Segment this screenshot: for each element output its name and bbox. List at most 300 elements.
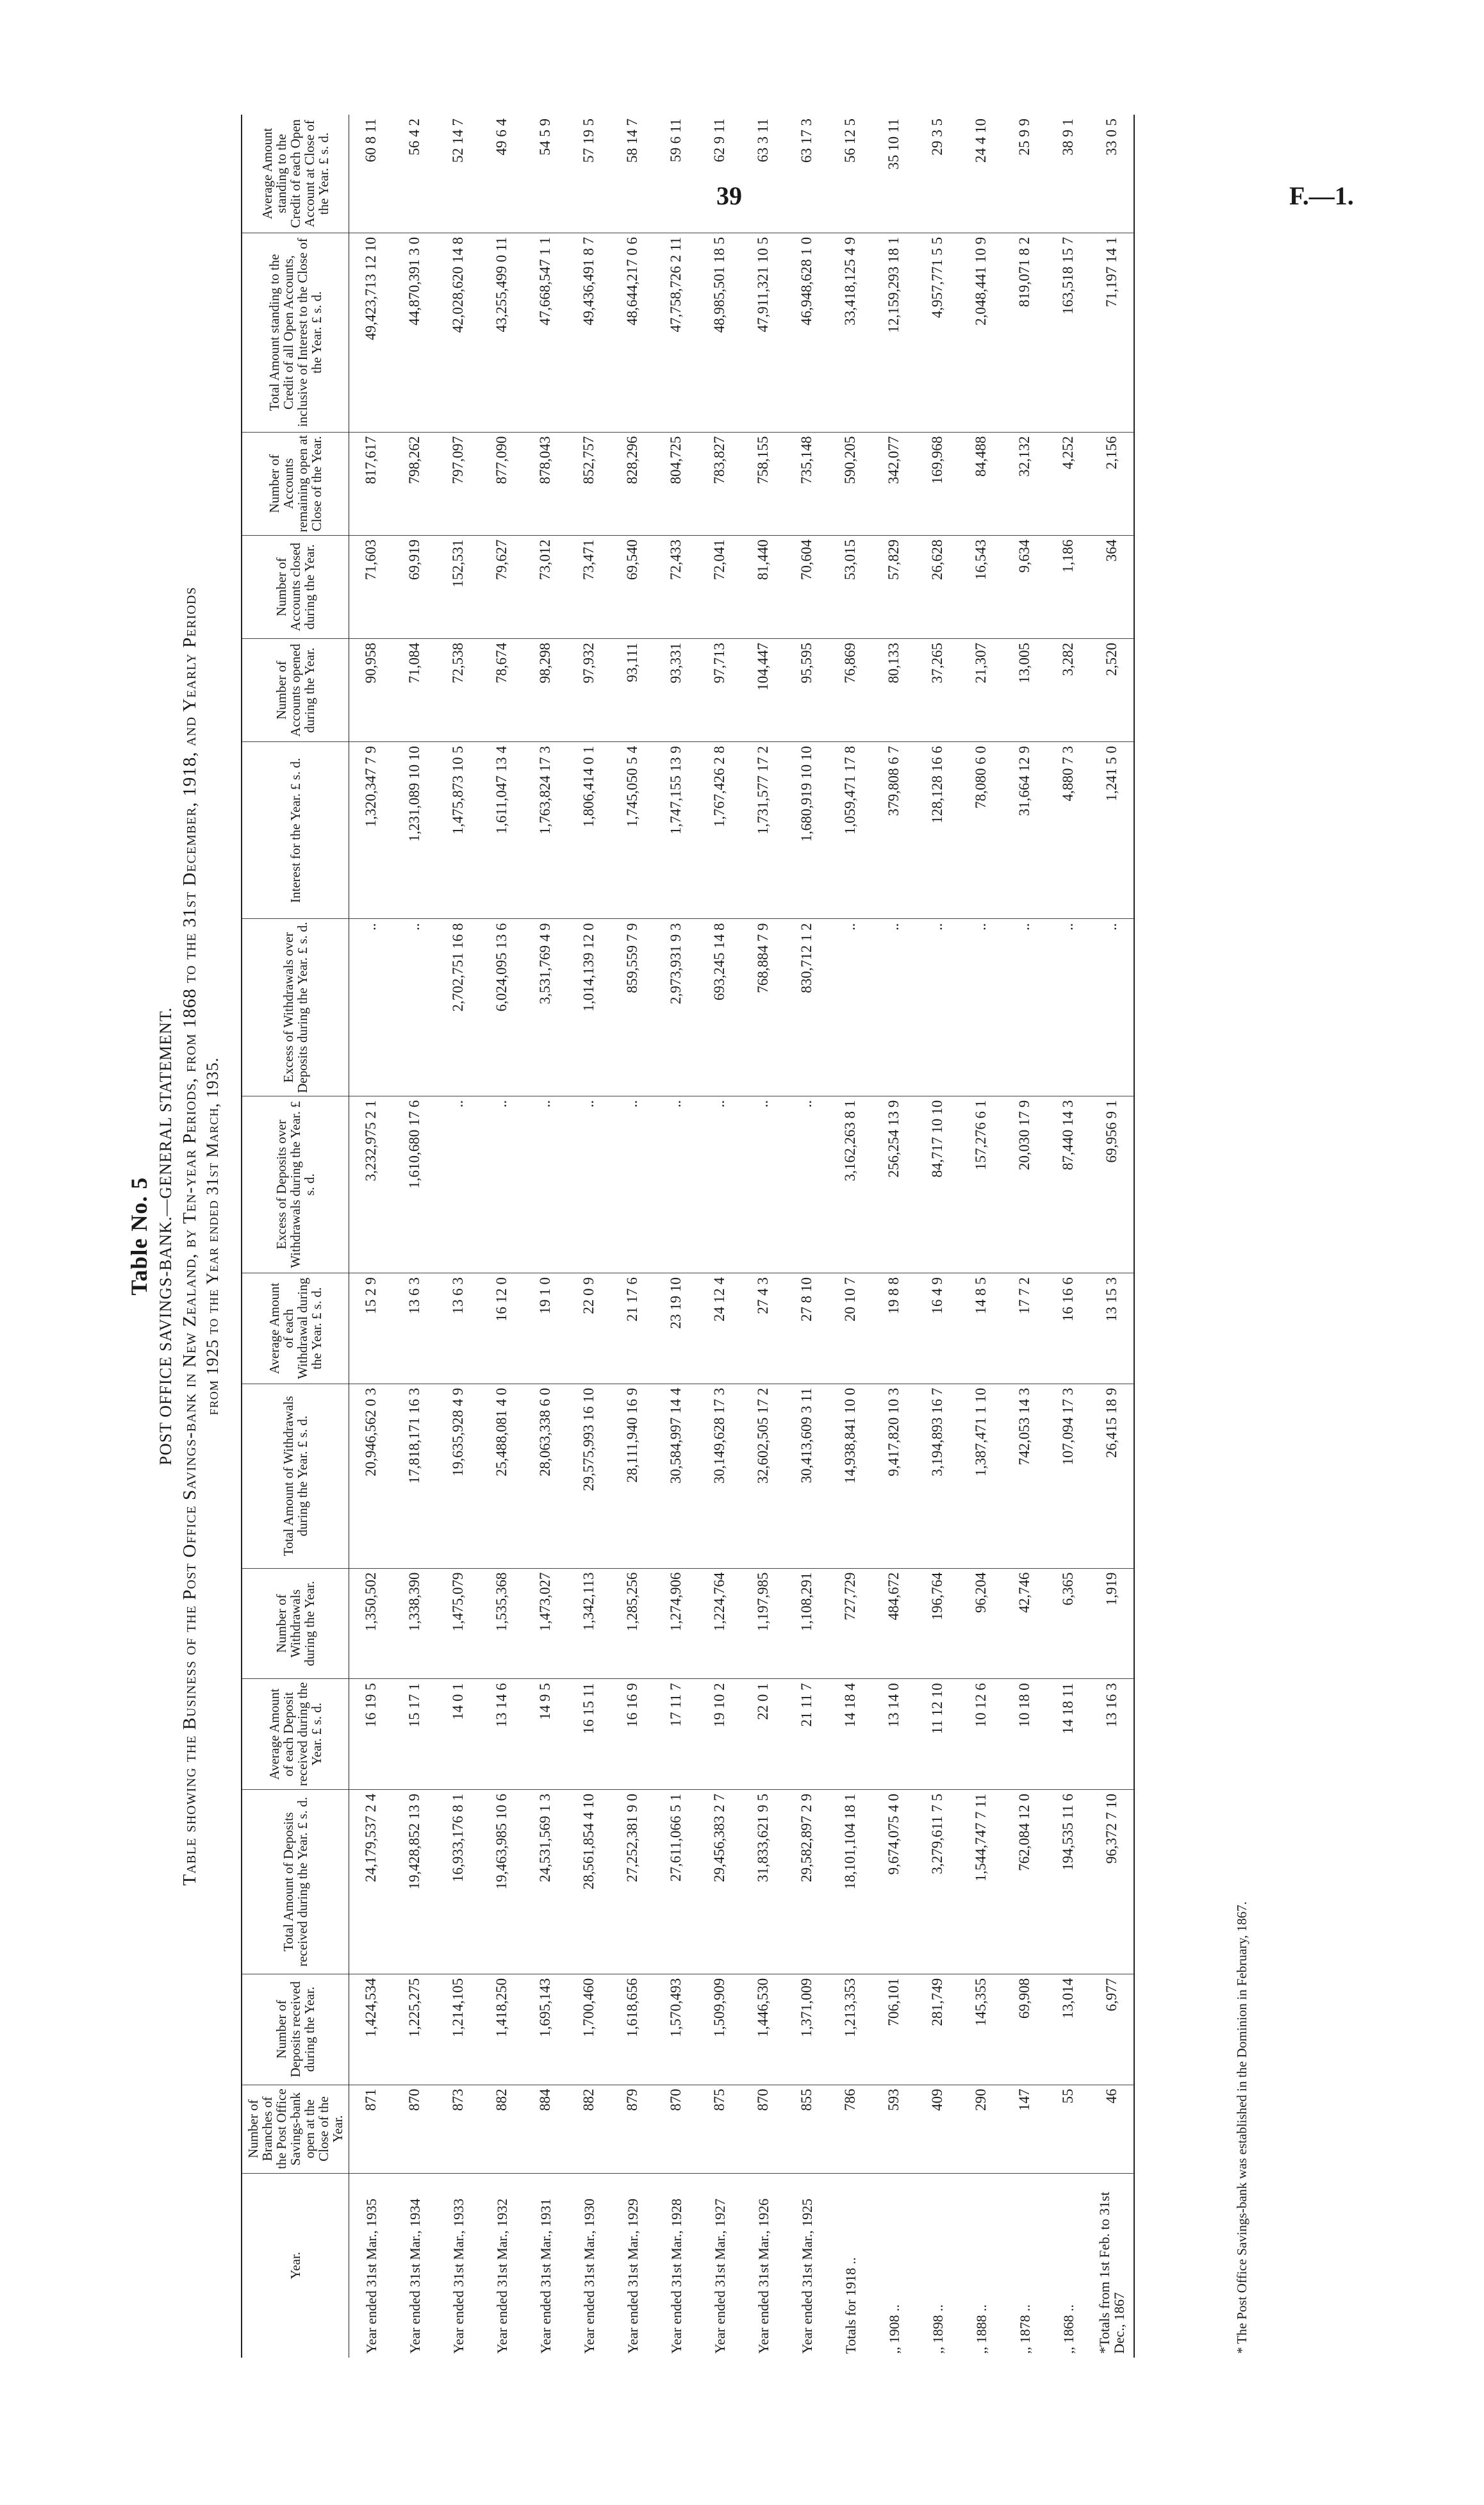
table-cell: 20,030 17 9 [1003,1096,1046,1273]
row-year-label: ,, 1898 .. [929,2304,946,2354]
table-cell: 46,948,628 1 0 [785,233,829,432]
table-cell: 16 19 5 [349,1679,393,1790]
table-cell: 758,155 [741,432,785,535]
table-cell: 870 [741,2085,785,2173]
table-cell: 13 15 3 [1090,1273,1134,1384]
table-cell: 76,869 [829,639,872,742]
table-row [524,115,567,2358]
table-cell: 15 17 1 [393,1679,436,1790]
table-number: Table No. 5 [126,1177,152,1296]
table-cell: .. [1046,919,1090,1096]
table-cell: 16 12 0 [480,1273,524,1384]
table-cell: 6,365 [1046,1568,1090,1679]
table-cell: 6,024,095 13 6 [480,919,524,1096]
table-cell: 98,298 [524,639,567,742]
rotated-table-frame [87,115,1292,2358]
table-cell: 706,101 [872,1974,916,2085]
table-cell: 1,509,909 [698,1974,741,2085]
table-cell: 20 10 7 [829,1273,872,1384]
table-cell: 69,908 [1003,1974,1046,2085]
table-cell: 47,668,547 1 1 [524,233,567,432]
table-body [349,115,1135,2358]
table-cell: 13 6 3 [393,1273,436,1384]
table-cell: 1,767,426 2 8 [698,742,741,919]
table-cell: 13 16 3 [1090,1679,1134,1790]
table-subtitle: POST OFFICE SAVINGS-BANK.—GENERAL STATEMENT. [156,1007,175,1466]
table-cell: 1,535,368 [480,1568,524,1679]
table-cell: 409 [916,2085,959,2173]
table-cell: 727,729 [829,1568,872,1679]
table-cell: 2,973,931 9 3 [654,919,698,1096]
table-cell: .. [959,919,1003,1096]
table-cell: 49 6 4 [480,115,524,233]
table-cell: 1,731,577 17 2 [741,742,785,919]
column-header: Excess of Deposits over Withdrawals during the Year. £ s. d. [242,1096,349,1273]
table-cell: 84,488 [959,432,1003,535]
table-cell: 1,108,291 [785,1568,829,1679]
table-cell: 17 7 2 [1003,1273,1046,1384]
table-cell: 24,531,569 1 3 [524,1790,567,1974]
table-cell: 79,627 [480,535,524,638]
table-cell: 47,758,726 2 11 [654,233,698,432]
table-cell: 828,296 [611,432,654,535]
table-cell: 2,702,751 16 8 [436,919,480,1096]
table-cell: 590,205 [829,432,872,535]
table-cell: 1,806,414 0 1 [567,742,611,919]
table-cell: 81,440 [741,535,785,638]
table-cell: 10 18 0 [1003,1679,1046,1790]
row-year-label: Year ended 31st Mar., 1931 [537,2198,554,2354]
table-cell: 57 19 5 [567,115,611,233]
table-cell: 875 [698,2085,741,2173]
table-cell: 1,231,089 10 10 [393,742,436,919]
table-cell: 38 9 1 [1046,115,1090,233]
table-cell: .. [1003,919,1046,1096]
table-cell: 2,520 [1090,639,1134,742]
table-cell: 9,674,075 4 0 [872,1790,916,1974]
column-header: Excess of Withdrawals over Deposits during the Year. £ s. d. [242,919,349,1096]
table-cell: 1,197,985 [741,1568,785,1679]
table-cell: 379,808 6 7 [872,742,916,919]
row-year-label: *Totals from 1st Feb. to 31st Dec., 1867 [1090,2173,1134,2358]
table-cell: 57,829 [872,535,916,638]
table-row [959,115,1003,2358]
table-cell: 96,204 [959,1568,1003,1679]
table-cell: 882 [567,2085,611,2173]
table-cell: 798,262 [393,432,436,535]
table-title: Table showing the Business of the Post Office Savings-bank in New Zealand, by Ten-year Periods, from 1868 to the 31st December, 1918, and Yearly Periods [179,586,200,1886]
table-cell: 33 0 5 [1090,115,1134,233]
row-year-label: Year ended 31st Mar., 1932 [493,2198,510,2354]
table-row [785,115,829,2358]
table-cell: 17,818,171 16 3 [393,1384,436,1568]
table-cell: 21,307 [959,639,1003,742]
table-cell: .. [916,919,959,1096]
column-header: Average Amount of each Withdrawal during the Year. £ s. d. [242,1273,349,1384]
table-cell: 97,713 [698,639,741,742]
table-cell: 49,436,491 8 7 [567,233,611,432]
table-cell: 16,543 [959,535,1003,638]
table-cell: 1,544,747 7 11 [959,1790,1003,1974]
table-cell: 71,603 [349,535,393,638]
table-cell: 882 [480,2085,524,2173]
table-cell: 72,433 [654,535,698,638]
table-cell: 762,084 12 0 [1003,1790,1046,1974]
table-cell: 742,053 14 3 [1003,1384,1046,1568]
table-cell: 56 4 2 [393,115,436,233]
table-cell: 97,932 [567,639,611,742]
table-cell: 69,956 9 1 [1090,1096,1134,1273]
row-year-label: Year ended 31st Mar., 1928 [668,2198,684,2354]
table-cell: .. [654,1096,698,1273]
table-cell: 484,672 [872,1568,916,1679]
table-cell: 1,611,047 13 4 [480,742,524,919]
table-cell: 693,245 14 8 [698,919,741,1096]
table-cell: 48,985,501 18 5 [698,233,741,432]
table-cell: .. [567,1096,611,1273]
table-cell: 4,880 7 3 [1046,742,1090,919]
table-cell: 804,725 [654,432,698,535]
table-cell: 342,077 [872,432,916,535]
table-cell: 1,747,155 13 9 [654,742,698,919]
row-year-label: ,, 1868 .. [1060,2304,1076,2354]
table-cell: 30,149,628 17 3 [698,1384,741,1568]
table-cell: 871 [349,2085,393,2173]
table-cell: .. [436,1096,480,1273]
table-cell: 28,561,854 4 10 [567,1790,611,1974]
table-cell: 27 8 10 [785,1273,829,1384]
table-cell: 62 9 11 [698,115,741,233]
table-cell: 3,194,893 16 7 [916,1384,959,1568]
table-cell: 11 12 10 [916,1679,959,1790]
table-cell: .. [698,1096,741,1273]
table-cell: 19,428,852 13 9 [393,1790,436,1974]
table-cell: 43,255,499 0 11 [480,233,524,432]
table-cell: 1,446,530 [741,1974,785,2085]
row-year-label: Year ended 31st Mar., 1929 [624,2198,641,2354]
table-cell: 23 19 10 [654,1273,698,1384]
table-row [741,115,785,2358]
table-cell: 783,827 [698,432,741,535]
table-cell: 22 0 1 [741,1679,785,1790]
table-cell: 4,252 [1046,432,1090,535]
table-cell: 1,700,460 [567,1974,611,2085]
table-cell: 29,456,383 2 7 [698,1790,741,1974]
table-cell: .. [393,919,436,1096]
table-cell: 93,331 [654,639,698,742]
table-cell: 30,584,997 14 4 [654,1384,698,1568]
table-row [1090,115,1134,2358]
table-cell: 27 4 3 [741,1273,785,1384]
table-row [349,115,393,2358]
table-cell: 128,128 16 6 [916,742,959,919]
table-cell: 24,179,537 2 4 [349,1790,393,1974]
table-row [567,115,611,2358]
table-cell: 1,763,824 17 3 [524,742,567,919]
table-cell: 42,746 [1003,1568,1046,1679]
table-cell: 87,440 14 3 [1046,1096,1090,1273]
table-cell: 1,213,353 [829,1974,872,2085]
table-cell: 859,559 7 9 [611,919,654,1096]
table-cell: 1,418,250 [480,1974,524,2085]
table-cell: 1,059,471 17 8 [829,742,872,919]
table-cell: 819,071 8 2 [1003,233,1046,432]
table-cell: 12,159,293 18 1 [872,233,916,432]
table-cell: 56 12 5 [829,115,872,233]
table-title-continued: from 1925 to the Year ended 31st March, 1935. [203,1057,222,1416]
table-cell: 1,285,256 [611,1568,654,1679]
column-header: Number of Accounts opened during the Year. [242,639,349,742]
table-cell: 29 3 5 [916,115,959,233]
table-cell: 26,415 18 9 [1090,1384,1134,1568]
table-cell: 52 14 7 [436,115,480,233]
table-cell: .. [480,1096,524,1273]
table-cell: 873 [436,2085,480,2173]
table-cell: 28,063,338 6 0 [524,1384,567,1568]
table-cell: 63 17 3 [785,115,829,233]
table-cell: 58 14 7 [611,115,654,233]
table-cell: 1,342,113 [567,1568,611,1679]
table-cell: 1,745,050 5 4 [611,742,654,919]
table-cell: 163,518 15 7 [1046,233,1090,432]
table-cell: 80,133 [872,639,916,742]
table-cell: 1,919 [1090,1568,1134,1679]
table-cell: 96,372 7 10 [1090,1790,1134,1974]
table-cell: 19 8 8 [872,1273,916,1384]
table-cell: 14 9 5 [524,1679,567,1790]
table-cell: 42,028,620 14 8 [436,233,480,432]
table-cell: 54 5 9 [524,115,567,233]
table-cell: 49,423,713 12 10 [349,233,393,432]
page-number: 39 [716,181,742,210]
table-cell: 817,617 [349,432,393,535]
table-cell: 1,320,347 7 9 [349,742,393,919]
table-cell: 14 18 11 [1046,1679,1090,1790]
table-cell: 18,101,104 18 1 [829,1790,872,1974]
table-cell: 1,680,919 10 10 [785,742,829,919]
table-cell: 1,350,502 [349,1568,393,1679]
row-year-label: ,, 1878 .. [1016,2304,1033,2354]
table-cell: 1,338,390 [393,1568,436,1679]
table-cell: 1,475,873 10 5 [436,742,480,919]
table-cell: 19,463,985 10 6 [480,1790,524,1974]
table-cell: .. [741,1096,785,1273]
table-cell: 93,111 [611,639,654,742]
table-row [436,115,480,2358]
table-cell: 70,604 [785,535,829,638]
row-year-label: Year ended 31st Mar., 1930 [581,2198,597,2354]
table-cell: 29,575,993 16 10 [567,1384,611,1568]
table-cell: .. [872,919,916,1096]
table-cell: 27,252,381 9 0 [611,1790,654,1974]
table-cell: 1,618,656 [611,1974,654,2085]
table-cell: 16 16 6 [1046,1273,1090,1384]
table-cell: 2,048,441 10 9 [959,233,1003,432]
table-cell: 63 3 11 [741,115,785,233]
table-cell: 13 14 0 [872,1679,916,1790]
table-cell: 1,014,139 12 0 [567,919,611,1096]
column-header: Average Amount of each Deposit received during the Year. £ s. d. [242,1679,349,1790]
table-cell: 19 1 0 [524,1273,567,1384]
table-cell: 1,241 5 0 [1090,742,1134,919]
table-cell: 1,371,009 [785,1974,829,2085]
table-cell: 24 12 4 [698,1273,741,1384]
table-cell: 10 12 6 [959,1679,1003,1790]
table-cell: 29,582,897 2 9 [785,1790,829,1974]
table-cell: 69,540 [611,535,654,638]
table-cell: 13 14 6 [480,1679,524,1790]
table-cell: 768,884 7 9 [741,919,785,1096]
table-cell: 19 10 2 [698,1679,741,1790]
table-cell: 53,015 [829,535,872,638]
table-cell: 3,531,769 4 9 [524,919,567,1096]
table-cell: 884 [524,2085,567,2173]
table-cell: 33,418,125 4 9 [829,233,872,432]
table-cell: 95,595 [785,639,829,742]
table-row [829,115,872,2358]
table-cell: .. [1090,919,1134,1096]
row-year-label: Totals for 1918 .. [842,2257,859,2354]
table-cell: 147 [1003,2085,1046,2173]
table-cell: 830,712 1 2 [785,919,829,1096]
table-cell: 9,634 [1003,535,1046,638]
table-cell: 90,958 [349,639,393,742]
table-cell: 71,084 [393,639,436,742]
table-row [872,115,916,2358]
table-cell: .. [829,919,872,1096]
table-cell: 786 [829,2085,872,2173]
table-cell: 1,570,493 [654,1974,698,2085]
table-cell: 31,664 12 9 [1003,742,1046,919]
table-cell: 26,628 [916,535,959,638]
table-cell: 72,041 [698,535,741,638]
table-cell: .. [785,1096,829,1273]
table-row [1046,115,1090,2358]
table-cell: .. [611,1096,654,1273]
table-cell: 59 6 11 [654,115,698,233]
table-row [698,115,741,2358]
column-header: Number of Withdrawals during the Year. [242,1568,349,1679]
page-reference: F.—1. [1289,181,1354,210]
footnote: * The Post Office Savings-bank was established in the Dominion in February, 1867. [1234,1901,1249,2354]
column-header: Number of Accounts closed during the Year. [242,535,349,638]
table-cell: 878,043 [524,432,567,535]
table-cell: 1,214,105 [436,1974,480,2085]
table-cell: 169,968 [916,432,959,535]
table-cell: 852,757 [567,432,611,535]
table-cell: 19,635,928 4 9 [436,1384,480,1568]
table-cell: 281,749 [916,1974,959,2085]
table-cell: 25,488,081 4 0 [480,1384,524,1568]
table-cell: 1,186 [1046,535,1090,638]
table-cell: 797,097 [436,432,480,535]
table-cell: 364 [1090,535,1134,638]
table-cell: 14,938,841 10 0 [829,1384,872,1568]
table-cell: 84,717 10 10 [916,1096,959,1273]
table-cell: 6,977 [1090,1974,1134,2085]
table-cell: 152,531 [436,535,480,638]
table-cell: 72,538 [436,639,480,742]
table-cell: 194,535 11 6 [1046,1790,1090,1974]
table-cell: 13 6 3 [436,1273,480,1384]
table-cell: 3,162,263 8 1 [829,1096,872,1273]
table-heading [87,115,222,2358]
table-cell: 44,870,391 3 0 [393,233,436,432]
table-cell: 24 4 10 [959,115,1003,233]
table-cell: 60 8 11 [349,115,393,233]
column-header: Number of Deposits received during the Year. [242,1974,349,2085]
table-cell: 3,232,975 2 1 [349,1096,393,1273]
table-cell: 25 9 9 [1003,115,1046,233]
table-cell: 735,148 [785,432,829,535]
table-cell: 877,090 [480,432,524,535]
row-year-label: Year ended 31st Mar., 1925 [798,2198,815,2354]
table-cell: 14 8 5 [959,1273,1003,1384]
table-cell: 870 [393,2085,436,2173]
column-header: Year. [242,2173,349,2358]
table-cell: 32,132 [1003,432,1046,535]
table-cell: 31,833,621 9 5 [741,1790,785,1974]
table-cell: 107,094 17 3 [1046,1384,1090,1568]
table-cell: 21 11 7 [785,1679,829,1790]
table-cell: 16 15 11 [567,1679,611,1790]
table-cell: 593 [872,2085,916,2173]
table-cell: 73,012 [524,535,567,638]
column-header: Number of Branches of the Post Office Savings-bank open at the Close of the Year. [242,2085,349,2173]
header-row [242,115,349,2358]
savings-bank-table [241,115,1135,2358]
table-cell: 37,265 [916,639,959,742]
column-header: Total Amount standing to the Credit of all Open Accounts, inclusive of Interest to the Close of the Year. £ s. d. [242,233,349,432]
table-cell: 47,911,321 10 5 [741,233,785,432]
row-year-label: Year ended 31st Mar., 1934 [406,2198,423,2354]
table-row [654,115,698,2358]
table-cell: 16 16 9 [611,1679,654,1790]
table-row [480,115,524,2358]
table-cell: 15 2 9 [349,1273,393,1384]
table-cell: 22 0 9 [567,1273,611,1384]
table-cell: 35 10 11 [872,115,916,233]
table-cell: 71,197 14 1 [1090,233,1134,432]
table-cell: 145,355 [959,1974,1003,2085]
table-row [916,115,959,2358]
table-row [1003,115,1046,2358]
table-cell: 4,957,771 5 5 [916,233,959,432]
table-cell: 48,644,217 0 6 [611,233,654,432]
table-cell: 1,473,027 [524,1568,567,1679]
row-year-label: Year ended 31st Mar., 1933 [450,2198,466,2354]
table-cell: 9,417,820 10 3 [872,1384,916,1568]
table-cell: 55 [1046,2085,1090,2173]
table-cell: 1,475,079 [436,1568,480,1679]
table-cell: .. [524,1096,567,1273]
row-year-label: ,, 1908 .. [886,2304,902,2354]
row-year-label: Year ended 31st Mar., 1927 [711,2198,728,2354]
table-cell: 78,080 6 0 [959,742,1003,919]
table-cell: 17 11 7 [654,1679,698,1790]
table-cell: 855 [785,2085,829,2173]
table-cell: 28,111,940 16 9 [611,1384,654,1568]
table-cell: 14 18 4 [829,1679,872,1790]
table-cell: 1,224,764 [698,1568,741,1679]
table-cell: 196,764 [916,1568,959,1679]
table-cell: 3,282 [1046,639,1090,742]
table-cell: 14 0 1 [436,1679,480,1790]
table-cell: 879 [611,2085,654,2173]
table-cell: 3,279,611 7 5 [916,1790,959,1974]
table-cell: 157,276 6 1 [959,1096,1003,1273]
table-cell: 1,387,471 1 10 [959,1384,1003,1568]
